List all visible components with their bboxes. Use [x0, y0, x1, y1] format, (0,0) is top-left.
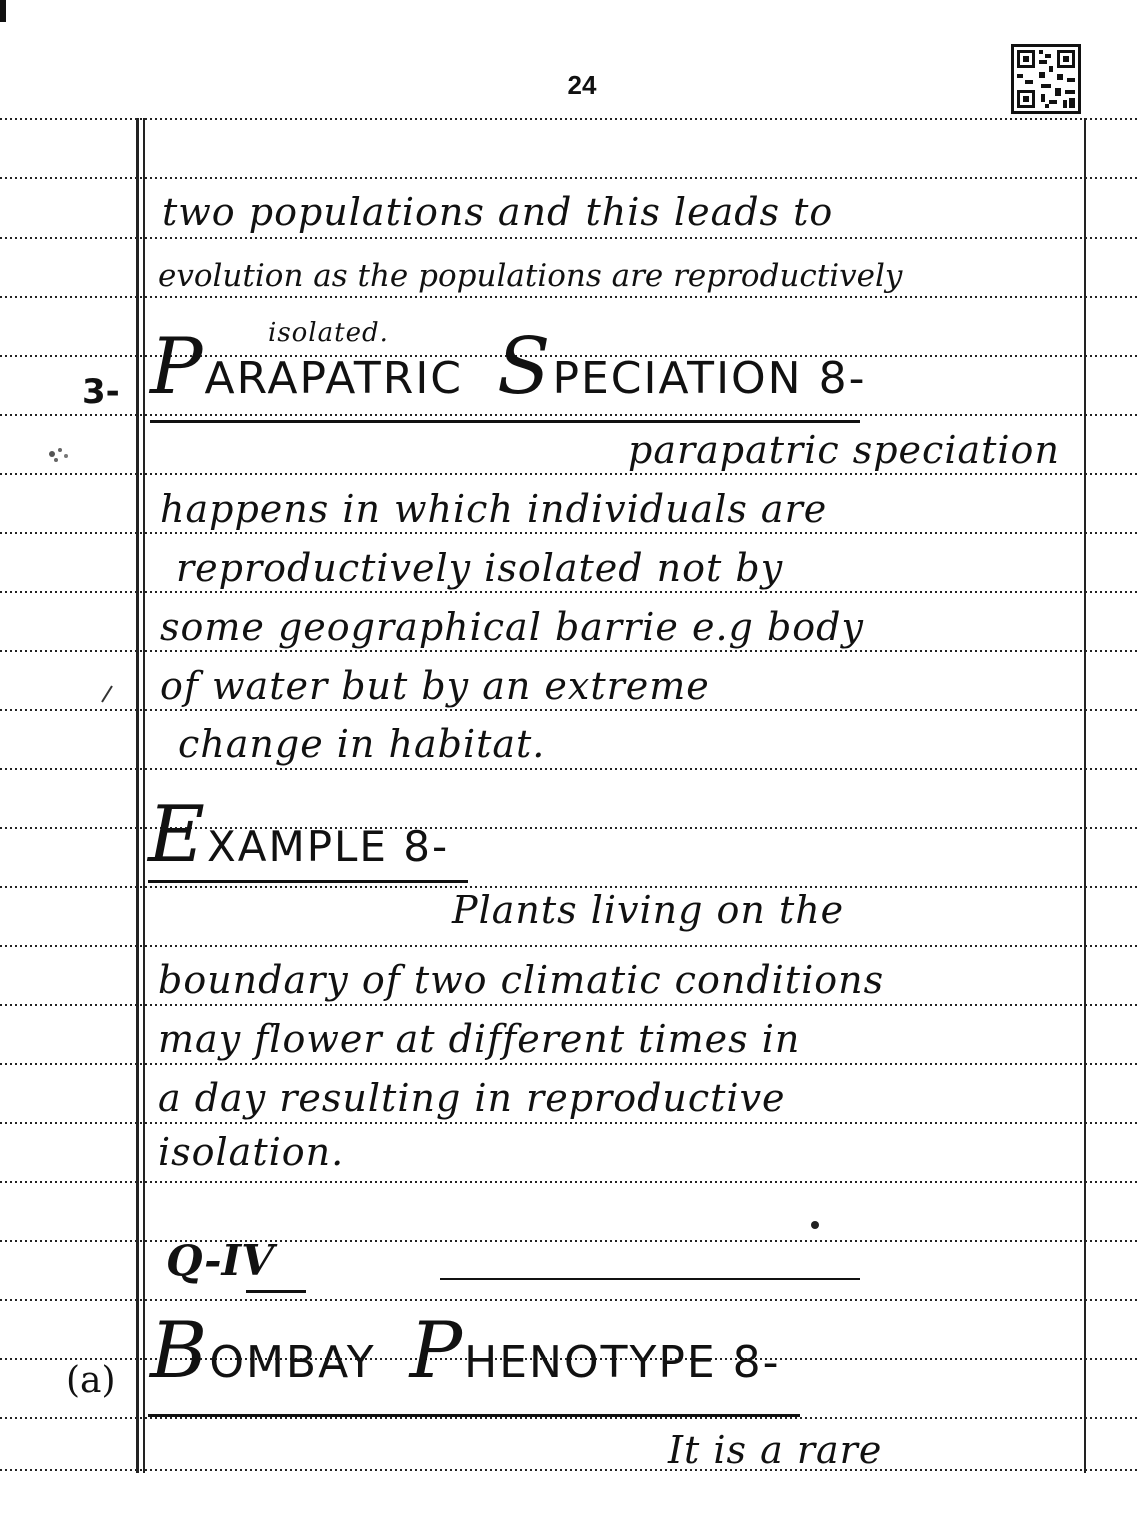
- left-margin-line-inner: [143, 118, 145, 1473]
- heading-underline: [150, 420, 860, 423]
- heading-word: PECIATION 8-: [552, 353, 867, 404]
- right-margin-line: [1084, 118, 1086, 1473]
- scan-speck: [808, 1218, 822, 1232]
- text-line: some geographical barrie e.g body: [160, 605, 864, 649]
- scan-speck: [40, 440, 80, 470]
- section-heading: [150, 322, 866, 418]
- text-line: boundary of two climatic conditions: [158, 958, 885, 1002]
- question-underline: [246, 1290, 306, 1293]
- heading-word: HENOTYPE 8-: [464, 1337, 781, 1388]
- heading-initial: B: [150, 1306, 210, 1396]
- text-line: reproductively isolated not by: [176, 546, 784, 590]
- text-line: may flower at different times in: [158, 1017, 801, 1061]
- heading-word: ARAPATRIC: [204, 353, 464, 404]
- example-heading: [148, 790, 449, 880]
- text-line: happens in which individuals are: [160, 487, 828, 531]
- scan-mark: [98, 682, 118, 706]
- text-line: parapatric speciation: [628, 428, 1060, 472]
- part-heading: [150, 1306, 781, 1412]
- heading-underline: [148, 1414, 800, 1417]
- text-line: evolution as the populations are reproductively: [158, 258, 903, 294]
- heading-initial: P: [409, 1306, 465, 1396]
- text-line: change in habitat.: [178, 722, 546, 766]
- section-number: 3-: [82, 372, 120, 412]
- heading-word: XAMPLE 8-: [206, 822, 450, 871]
- separator-line: [440, 1278, 860, 1280]
- text-line: It is a rare: [668, 1428, 883, 1472]
- heading-initial: S: [497, 322, 553, 412]
- text-line: of water but by an extreme: [160, 664, 710, 708]
- part-label: (a): [66, 1360, 116, 1401]
- text-line: isolation.: [158, 1130, 345, 1174]
- heading-underline: [148, 880, 468, 883]
- text-line: isolated.: [268, 318, 389, 348]
- heading-initial: P: [150, 322, 205, 412]
- text-line: Plants living on the: [452, 888, 845, 932]
- text-line: a day resulting in reproductive: [158, 1076, 786, 1120]
- page-number: 24: [567, 70, 597, 100]
- left-margin-line: [136, 118, 139, 1473]
- text-line: two populations and this leads to: [162, 190, 834, 234]
- heading-word: OMBAY: [209, 1337, 376, 1388]
- heading-initial: E: [148, 790, 207, 880]
- question-label: Q-IV: [166, 1236, 274, 1285]
